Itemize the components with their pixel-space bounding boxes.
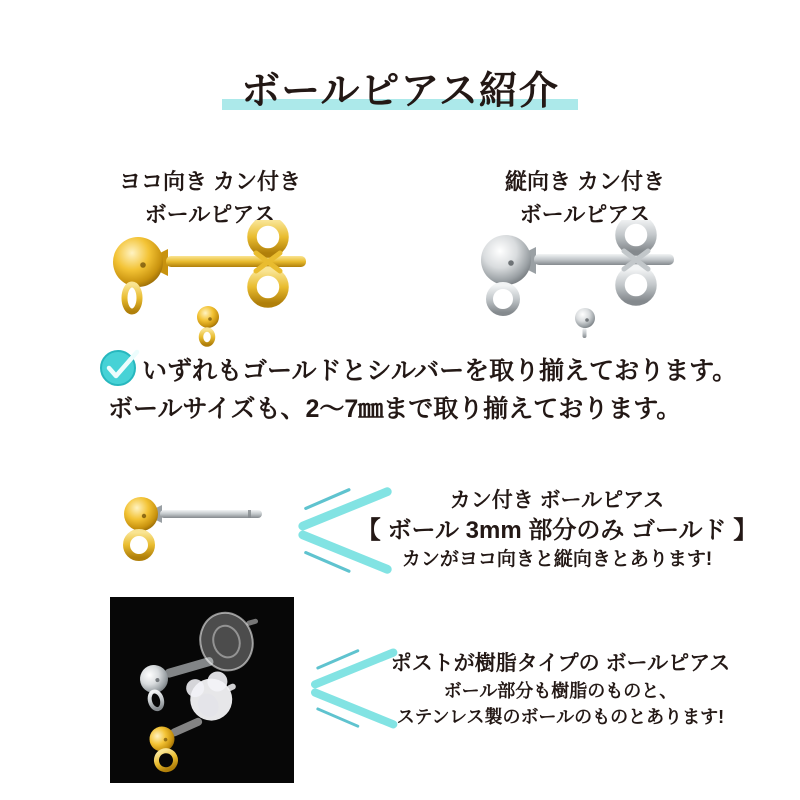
feature1-line2: 【 ボール 3mm 部分のみ ゴールド 】 — [356, 517, 758, 544]
availability-note-line2: ボールサイズも、2〜7㎜まで取り揃えております。 — [108, 395, 682, 423]
horizontal-loop-ring — [125, 283, 140, 312]
product-label-line1: ヨコ向き カン付き — [118, 169, 302, 194]
gold-ball-silver-post-stud-image — [110, 488, 285, 573]
silver-ball-stud-image — [448, 220, 748, 350]
gold-loop-ring — [127, 529, 152, 558]
vertical-loop-ring — [490, 286, 517, 313]
feature2-line2: ボール部分も樹脂のものと、 — [443, 681, 678, 701]
check-circle-icon — [99, 346, 141, 388]
gold-ball-stud-image — [92, 220, 392, 350]
product-label-line2: ボールピアス — [144, 202, 276, 227]
feature1-line3: カンがヨコ向きと縦向きとあります! — [401, 549, 713, 570]
feature1-text-block — [352, 487, 762, 573]
gold-ball — [113, 237, 163, 287]
feature2-line3: ステンレス製のボールのものとあります! — [396, 707, 725, 727]
page-title: ボールピアス紹介 — [241, 70, 559, 113]
feature2-text-block — [358, 649, 763, 730]
gold-ball — [124, 497, 158, 531]
silver-post — [528, 247, 674, 274]
silver-ball — [481, 235, 531, 285]
silver-post — [156, 505, 262, 523]
feature1-line1: カン付き ボールピアス — [449, 489, 665, 512]
ball-hole — [142, 514, 146, 518]
small-gold-charm — [197, 306, 219, 345]
resin-post-studs-photo — [110, 597, 294, 783]
small-silver-charm — [575, 308, 595, 338]
ball-hole — [140, 262, 146, 268]
white-silicone-catch — [181, 664, 245, 727]
product-label-line1: 縦向き カン付き — [504, 169, 666, 194]
product-label-line2: ボールピアス — [519, 202, 651, 227]
ball-hole — [508, 260, 514, 266]
resin-studs-illustration — [110, 597, 294, 783]
gold-post — [160, 249, 306, 276]
feature2-line1: ポストが樹脂タイプの ボールピアス — [390, 652, 731, 675]
availability-note-line1: いずれもゴールドとシルバーを取り揃えております。 — [142, 357, 738, 385]
